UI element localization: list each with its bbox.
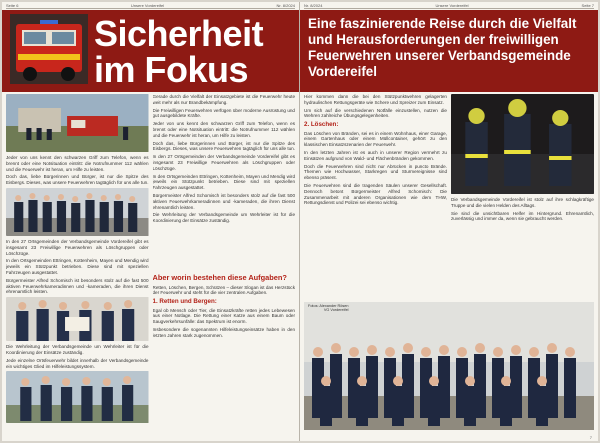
photo-credit-line-2: VG Vordereifel bbox=[323, 308, 349, 313]
paragraph: Gerade durch die Vielfalt der Einsatzgebiete ist die Feuerwehr heute weit mehr als nur Brandbekämpfung. bbox=[152, 94, 295, 105]
subsection-heading: 2. Löschen: bbox=[304, 121, 339, 129]
paragraph: Insbesondere die sogenannten Hilfeleistungseinsätze haben in den letzten Jahren stark zugenommen. bbox=[152, 327, 295, 338]
left-column-2 bbox=[153, 94, 296, 437]
subsection-heading: 1. Retten und Bergen: bbox=[152, 298, 217, 306]
newspaper-spread bbox=[2, 2, 598, 441]
paragraph: In den 27 Ortsgemeinden der Verbandsgemeinde Vordereifel gibt es insgesamt 23 Freiwillige Feuerwehren als Löschgruppen oder Löschzüge. bbox=[152, 154, 295, 171]
paragraph: Retten, Löschen, Bergen, Schützen – dieser Slogan ist das Herzstück der Feuerwehr und steht für die vier zentralen Aufgaben. bbox=[152, 284, 295, 296]
headline-line-2: im Fokus bbox=[94, 49, 249, 90]
paragraph: Hier kommen dann die bei den Stützpunktwehren gelagerten hydraulischen Rettungsgeräte wie Schere und Spreizer zum Einsatz. bbox=[304, 94, 447, 105]
article-photo-2 bbox=[6, 188, 149, 236]
paragraph: Doch die Feuerwehren sind nicht nur Abrücken in puncto Brände. Themen wie Hochwasser, Starkregen und Sturmereignisse sind ebenso präsent. bbox=[304, 163, 447, 181]
headline-line-1: Sicherheit bbox=[94, 13, 264, 54]
issue-number: Nr. 8/2024 bbox=[276, 3, 295, 8]
article-photo-3 bbox=[6, 297, 149, 341]
publication-name: Unsere Vordereifel bbox=[130, 3, 165, 8]
left-page-columns bbox=[6, 94, 295, 437]
issue-number: Nr. 8/2024 bbox=[304, 3, 323, 8]
text-spacer bbox=[153, 121, 296, 271]
paragraph: Die Verbandsgemeinde Vordereifel ist stolz auf ihre schlagkräftige Truppe und die vielen Helden des Alltags. bbox=[451, 197, 594, 208]
paragraph: Sie sind die unsichtbaren Helfer im Hintergrund. Ehrenamtlich, zuverlässig und immer da, wenn sie gebraucht werden. bbox=[451, 210, 594, 222]
page-label: Seite 7 bbox=[581, 3, 594, 8]
paragraph: Die Freiwilligen Feuerwehren verfügen über moderne Ausrüstung und gut ausgebildete Kräfte. bbox=[152, 107, 295, 119]
paragraph: Das Löschen von Bränden, sei es in einem Wohnhaus, einer Garage, einem Gartenhaus oder einem Müllcontainer, gehört zu den klassischen Einsatzszenarien der Feuerwehr. bbox=[304, 130, 447, 148]
fire-truck-photo bbox=[10, 14, 88, 84]
paragraph: Jede einzelne Ortsfeuerwehr bildet innerhalb der Verbandsgemeinde ein wichtiges Glied im Hilfeleistungssystem. bbox=[6, 357, 149, 369]
paragraph: In den Ortsgemeinden Ettringen, Kottenheim, Mayen und Mendig wird jeweils ein Stützpunkt betrieben. Diese sind mit speziellen Fahrzeugen ausgestattet. bbox=[152, 173, 295, 191]
paragraph: Um sich auf die verschiedenen Notfälle einzustellen, nutzen die Wehren zahlreiche Übungsgelegenheiten. bbox=[304, 107, 447, 119]
paragraph: Jeder von uns kennt den schwarzen Griff zum Telefon, wenn es brennt oder eine Notsituation eintritt: die Notrufnummer 112 wählen und die Feuerwehr ist heran, um Hilfe zu leisten. bbox=[6, 155, 149, 172]
subtitle-banner bbox=[300, 10, 598, 92]
paragraph: In den Ortsgemeinden Ettringen, Kottenheim, Mayen und Mendig wird jeweils ein Stützpunkt betrieben. Diese sind mit speziellen Fahrzeugen ausgestattet. bbox=[6, 258, 149, 275]
subtitle: Eine faszinierende Reise durch die Vielfalt und Herausforderungen der freiwilligen Feuerwehren unserer Verbandsgemeinde Vordereifel bbox=[308, 16, 577, 79]
paragraph: Die Feuerwehren sind die tragenden Säulen unserer Gesellschaft. Dennoch betont Bürgermeister Alfred Schomisch: Die Zusammenarbeit mit anderen Organisationen wie dem THW, Rettungsdienst und Polizei sei ebenso wichtig. bbox=[304, 183, 447, 206]
right-page bbox=[300, 2, 598, 441]
paragraph: Bürgermeister Alfred Schomisch ist besonders stolz auf die fast 500 aktiven Feuerwehrkameradinnen und -kameraden, die ihren Dienst ehrenamtlich leisten. bbox=[152, 192, 295, 210]
left-column-1 bbox=[6, 94, 149, 437]
running-head-right bbox=[304, 3, 594, 9]
paragraph: Jeder von uns kennt den schwarzen Griff zum Telefon, wenn es brennt oder eine Notsituation eintritt: die Notrufnummer 112 wählen und die Feuerwehr ist heran, um Hilfe zu leisten. bbox=[152, 121, 295, 138]
running-head-left bbox=[6, 3, 295, 9]
section-heading: Aber worin bestehen diese Aufgaben? bbox=[152, 273, 287, 283]
paragraph: Bürgermeister Alfred Schomisch ist besonders stolz auf die fast 500 aktiven Feuerwehrkameradinnen und -kameraden, die ihren Dienst ehrenamtlich leisten. bbox=[6, 277, 149, 295]
paragraph: Die Wehrleitung der Verbandsgemeinde um Wehrleiter ist für die Koordinierung der Einsätze zuständig. bbox=[6, 344, 149, 355]
paragraph: Doch das, liebe Bürgerinnen und Bürger, ist nur die Spitze des Eisbergs. Dieses, was unsere Feuerwehren tagtäglich für uns alle tun. bbox=[6, 174, 149, 186]
page-label: Seite 6 bbox=[6, 3, 19, 8]
headline bbox=[94, 13, 298, 90]
title-banner bbox=[2, 10, 300, 92]
page-number: 7 bbox=[589, 435, 592, 440]
publication-name: Unsere Vordereifel bbox=[435, 3, 469, 8]
article-photo-1 bbox=[6, 94, 149, 152]
paragraph: Doch das, liebe Bürgerinnen und Bürger, ist nur die Spitze des Eisbergs. Dieses, was unsere Feuerwehren tagtäglich für uns alle tun. bbox=[152, 140, 295, 152]
paragraph: Egal ob Mensch oder Tier, die Einsatzkräfte retten jedes Lebewesen aus einer Notlage. Die Rettung einer Katze aus einem Baum oder Saugverkehrsunfälle: das Spektrum ist enorm. bbox=[152, 307, 295, 325]
photo-credit-line-1: Fotos: Alexander Rösen bbox=[308, 304, 349, 308]
article-photo-4 bbox=[6, 371, 149, 423]
photo-credit bbox=[308, 304, 349, 313]
paragraph: Die Wehrleitung der Verbandsgemeinde um Wehrleiter ist für die Koordinierung der Einsätze zuständig. bbox=[152, 212, 295, 224]
left-page bbox=[2, 2, 300, 441]
paragraph: In den 27 Ortsgemeinden der Verbandsgemeinde Vordereifel gibt es insgesamt 23 Freiwillige Feuerwehren als Löschgruppen oder Löschzüge. bbox=[6, 238, 149, 256]
group-photo bbox=[304, 302, 594, 430]
firefighters-photo bbox=[451, 94, 594, 194]
paragraph: In den letzten Jahren ist es auch in unserer Region vermehrt zu Einsätzen aufgrund von Wald- und Flächenbränden gekommen. bbox=[304, 150, 447, 161]
